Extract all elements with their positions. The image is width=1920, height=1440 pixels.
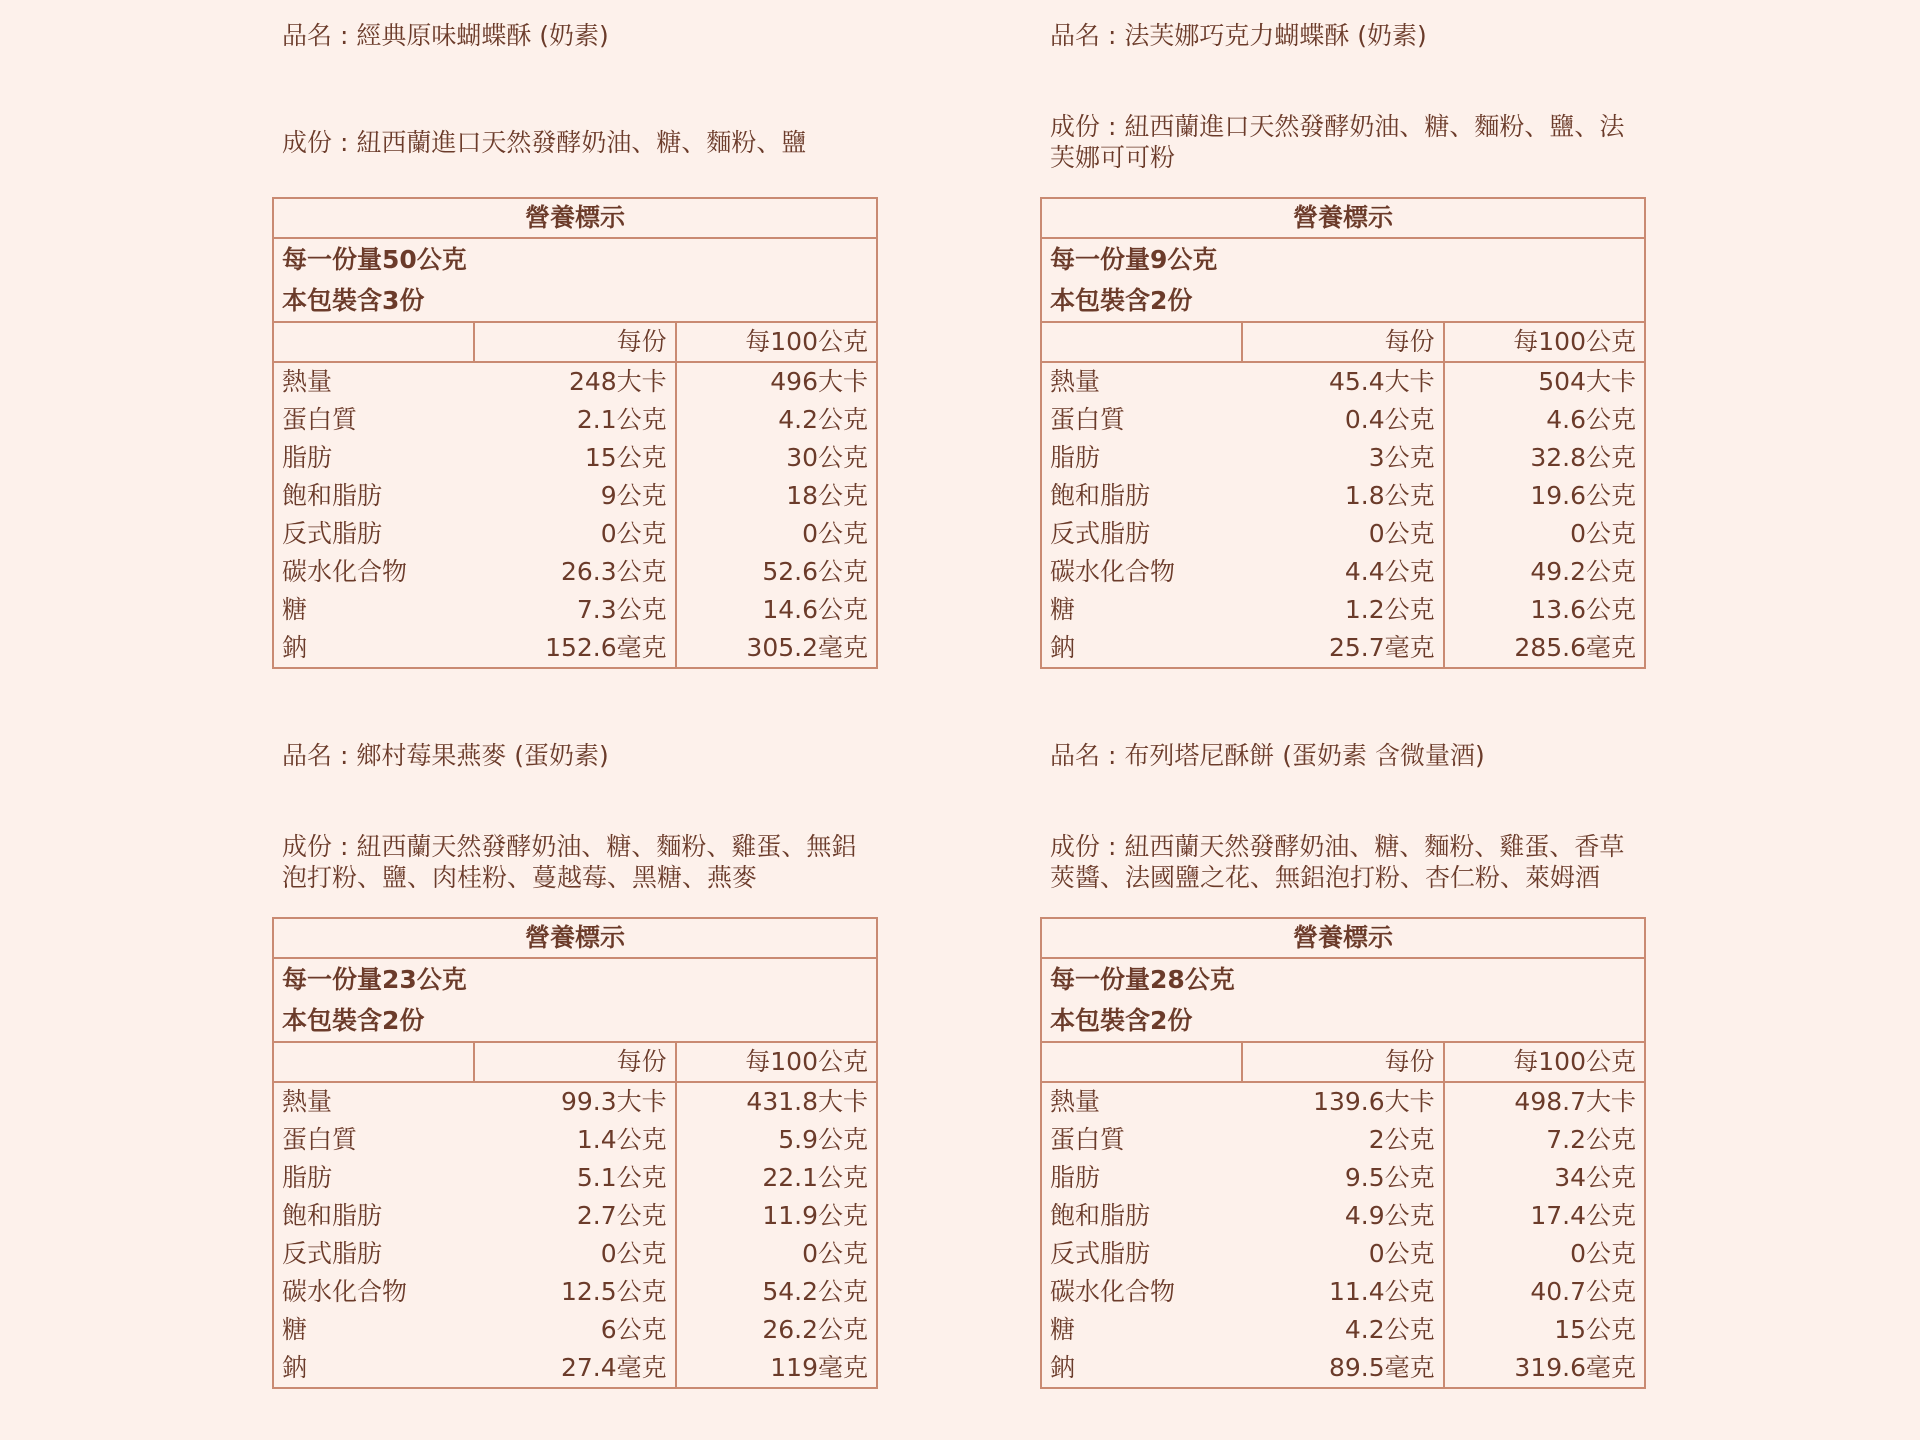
serving-info	[1041, 958, 1645, 1042]
column-header-per-serving: 每份	[474, 322, 675, 362]
per-100g-value: 4.2公克	[676, 401, 877, 439]
table-row	[1041, 401, 1645, 439]
nutrient-label: 脂肪	[273, 1159, 474, 1197]
nutrient-label: 脂肪	[273, 439, 474, 477]
table-row	[1041, 1197, 1645, 1235]
per-serving-value: 4.2公克	[1242, 1311, 1443, 1349]
per-serving-value: 99.3大卡	[474, 1082, 675, 1121]
per-serving-value: 27.4毫克	[474, 1349, 675, 1388]
per-100g-value: 32.8公克	[1444, 439, 1645, 477]
per-serving-value: 5.1公克	[474, 1159, 675, 1197]
per-serving-value: 1.4公克	[474, 1121, 675, 1159]
servings-per-package: 本包裝含3份	[282, 286, 425, 315]
product-name: 品名 : 鄉村莓果燕麥 (蛋奶素)	[282, 741, 609, 770]
table-row	[1041, 439, 1645, 477]
table-row	[273, 362, 877, 401]
per-100g-value: 26.2公克	[676, 1311, 877, 1349]
column-header-per-100g: 每100公克	[676, 322, 877, 362]
serving-info-row	[1041, 958, 1645, 1042]
table-row	[1041, 515, 1645, 553]
product-ingredients	[1050, 94, 1640, 190]
nutrition-title: 營養標示	[273, 198, 877, 238]
table-row	[273, 439, 877, 477]
table-row	[273, 1121, 877, 1159]
per-100g-value: 498.7大卡	[1444, 1082, 1645, 1121]
per-100g-value: 4.6公克	[1444, 401, 1645, 439]
table-row	[273, 1235, 877, 1273]
per-serving-value: 2.7公克	[474, 1197, 675, 1235]
table-row	[273, 515, 877, 553]
per-100g-value: 0公克	[676, 515, 877, 553]
per-100g-value: 0公克	[1444, 515, 1645, 553]
table-row	[273, 1273, 877, 1311]
per-100g-value: 18公克	[676, 477, 877, 515]
ingredients-text: 成份 : 紐西蘭進口天然發酵奶油、糖、麵粉、鹽	[282, 127, 807, 157]
column-header-row	[273, 322, 877, 362]
table-row	[1041, 553, 1645, 591]
per-100g-value: 13.6公克	[1444, 591, 1645, 629]
table-row	[273, 629, 877, 668]
per-serving-value: 25.7毫克	[1242, 629, 1443, 668]
serving-info	[273, 238, 877, 322]
per-serving-value: 0公克	[474, 1235, 675, 1273]
per-serving-value: 1.2公克	[1242, 591, 1443, 629]
per-100g-value: 22.1公克	[676, 1159, 877, 1197]
product-ingredients	[282, 814, 872, 910]
serving-info-row	[273, 958, 877, 1042]
nutrient-label: 糖	[273, 591, 474, 629]
table-row	[1041, 629, 1645, 668]
table-row	[1041, 1349, 1645, 1388]
per-serving-value: 9.5公克	[1242, 1159, 1443, 1197]
ingredients-text: 成份 : 紐西蘭天然發酵奶油、糖、麵粉、雞蛋、無鋁泡打粉、鹽、肉桂粉、蔓越莓、黑糖、燕麥	[282, 832, 857, 892]
per-100g-value: 0公克	[676, 1235, 877, 1273]
nutrient-label: 蛋白質	[1041, 1121, 1242, 1159]
nutrient-label: 飽和脂肪	[1041, 1197, 1242, 1235]
per-serving-value: 12.5公克	[474, 1273, 675, 1311]
per-serving-value: 4.9公克	[1242, 1197, 1443, 1235]
per-serving-value: 15公克	[474, 439, 675, 477]
per-100g-value: 49.2公克	[1444, 553, 1645, 591]
per-100g-value: 11.9公克	[676, 1197, 877, 1235]
product-ingredients	[282, 94, 872, 190]
per-100g-value: 7.2公克	[1444, 1121, 1645, 1159]
nutrient-label: 糖	[1041, 1311, 1242, 1349]
per-serving-value: 0.4公克	[1242, 401, 1443, 439]
per-100g-value: 15公克	[1444, 1311, 1645, 1349]
table-row	[273, 1197, 877, 1235]
servings-per-package: 本包裝含2份	[1050, 1006, 1193, 1035]
nutrient-label: 鈉	[273, 1349, 474, 1388]
nutrition-title: 營養標示	[273, 918, 877, 958]
nutrition-title-row	[273, 198, 877, 238]
nutrient-label: 熱量	[273, 362, 474, 401]
nutrient-label: 熱量	[273, 1082, 474, 1121]
table-row	[273, 553, 877, 591]
product-ingredients	[1050, 814, 1640, 910]
per-100g-value: 14.6公克	[676, 591, 877, 629]
table-row	[273, 477, 877, 515]
nutrient-label: 碳水化合物	[273, 553, 474, 591]
per-100g-value: 504大卡	[1444, 362, 1645, 401]
nutrient-label: 反式脂肪	[1041, 515, 1242, 553]
table-row	[1041, 1121, 1645, 1159]
table-row	[1041, 1159, 1645, 1197]
column-header-blank	[273, 322, 474, 362]
per-100g-value: 285.6毫克	[1444, 629, 1645, 668]
per-serving-value: 4.4公克	[1242, 553, 1443, 591]
nutrient-label: 飽和脂肪	[273, 1197, 474, 1235]
nutrient-label: 蛋白質	[1041, 401, 1242, 439]
servings-per-package: 本包裝含2份	[1050, 286, 1193, 315]
per-serving-value: 7.3公克	[474, 591, 675, 629]
nutrient-label: 碳水化合物	[1041, 1273, 1242, 1311]
nutrition-title: 營養標示	[1041, 918, 1645, 958]
nutrient-label: 反式脂肪	[273, 1235, 474, 1273]
nutrient-label: 蛋白質	[273, 1121, 474, 1159]
per-serving-value: 1.8公克	[1242, 477, 1443, 515]
nutrition-title-row	[273, 918, 877, 958]
nutrition-table	[272, 197, 878, 669]
column-header-row	[1041, 322, 1645, 362]
nutrition-table	[1040, 917, 1646, 1389]
nutrient-label: 鈉	[1041, 1349, 1242, 1388]
nutrition-title-row	[1041, 918, 1645, 958]
per-100g-value: 431.8大卡	[676, 1082, 877, 1121]
nutrient-label: 熱量	[1041, 362, 1242, 401]
per-100g-value: 496大卡	[676, 362, 877, 401]
per-100g-value: 19.6公克	[1444, 477, 1645, 515]
ingredients-text: 成份 : 紐西蘭天然發酵奶油、糖、麵粉、雞蛋、香草莢醬、法國鹽之花、無鋁泡打粉、杏仁粉、萊姆酒	[1050, 832, 1625, 892]
per-serving-value: 9公克	[474, 477, 675, 515]
per-serving-value: 0公克	[1242, 1235, 1443, 1273]
per-100g-value: 17.4公克	[1444, 1197, 1645, 1235]
nutrition-table	[272, 917, 878, 1389]
table-row	[1041, 1311, 1645, 1349]
column-header-per-100g: 每100公克	[1444, 1042, 1645, 1082]
nutrient-label: 碳水化合物	[1041, 553, 1242, 591]
column-header-per-serving: 每份	[1242, 1042, 1443, 1082]
nutrient-label: 飽和脂肪	[273, 477, 474, 515]
nutrient-label: 鈉	[273, 629, 474, 668]
column-header-per-100g: 每100公克	[1444, 322, 1645, 362]
table-row	[273, 401, 877, 439]
per-100g-value: 54.2公克	[676, 1273, 877, 1311]
serving-size: 每一份量28公克	[1050, 965, 1235, 994]
table-row	[273, 1082, 877, 1121]
per-serving-value: 6公克	[474, 1311, 675, 1349]
per-serving-value: 45.4大卡	[1242, 362, 1443, 401]
column-header-blank	[1041, 322, 1242, 362]
nutrient-label: 碳水化合物	[273, 1273, 474, 1311]
per-100g-value: 30公克	[676, 439, 877, 477]
ingredients-text: 成份 : 紐西蘭進口天然發酵奶油、糖、麵粉、鹽、法芙娜可可粉	[1050, 112, 1625, 172]
nutrient-label: 飽和脂肪	[1041, 477, 1242, 515]
per-serving-value: 89.5毫克	[1242, 1349, 1443, 1388]
per-100g-value: 40.7公克	[1444, 1273, 1645, 1311]
serving-info-row	[1041, 238, 1645, 322]
product-name: 品名 : 布列塔尼酥餅 (蛋奶素 含微量酒)	[1050, 741, 1485, 770]
table-row	[1041, 591, 1645, 629]
nutrition-table	[1040, 197, 1646, 669]
column-header-row	[1041, 1042, 1645, 1082]
nutrition-title: 營養標示	[1041, 198, 1645, 238]
column-header-per-serving: 每份	[1242, 322, 1443, 362]
table-row	[1041, 1235, 1645, 1273]
per-serving-value: 248大卡	[474, 362, 675, 401]
nutrient-label: 反式脂肪	[1041, 1235, 1242, 1273]
per-serving-value: 2.1公克	[474, 401, 675, 439]
nutrient-label: 糖	[273, 1311, 474, 1349]
nutrient-label: 蛋白質	[273, 401, 474, 439]
serving-info	[273, 958, 877, 1042]
nutrition-title-row	[1041, 198, 1645, 238]
per-serving-value: 0公克	[474, 515, 675, 553]
product-name: 品名 : 經典原味蝴蝶酥 (奶素)	[282, 21, 609, 50]
table-row	[273, 1349, 877, 1388]
nutrient-label: 鈉	[1041, 629, 1242, 668]
table-row	[1041, 1273, 1645, 1311]
nutrient-label: 糖	[1041, 591, 1242, 629]
column-header-per-100g: 每100公克	[676, 1042, 877, 1082]
per-100g-value: 0公克	[1444, 1235, 1645, 1273]
nutrient-label: 脂肪	[1041, 1159, 1242, 1197]
table-row	[273, 1159, 877, 1197]
per-serving-value: 26.3公克	[474, 553, 675, 591]
column-header-row	[273, 1042, 877, 1082]
serving-info-row	[273, 238, 877, 322]
nutrient-label: 熱量	[1041, 1082, 1242, 1121]
table-row	[273, 1311, 877, 1349]
serving-size: 每一份量50公克	[282, 245, 467, 274]
per-100g-value: 319.6毫克	[1444, 1349, 1645, 1388]
nutrient-label: 脂肪	[1041, 439, 1242, 477]
per-100g-value: 52.6公克	[676, 553, 877, 591]
table-row	[273, 591, 877, 629]
per-100g-value: 34公克	[1444, 1159, 1645, 1197]
per-100g-value: 119毫克	[676, 1349, 877, 1388]
servings-per-package: 本包裝含2份	[282, 1006, 425, 1035]
per-100g-value: 5.9公克	[676, 1121, 877, 1159]
per-serving-value: 0公克	[1242, 515, 1443, 553]
product-name: 品名 : 法芙娜巧克力蝴蝶酥 (奶素)	[1050, 21, 1427, 50]
serving-size: 每一份量23公克	[282, 965, 467, 994]
column-header-blank	[273, 1042, 474, 1082]
per-serving-value: 152.6毫克	[474, 629, 675, 668]
table-row	[1041, 477, 1645, 515]
table-row	[1041, 362, 1645, 401]
serving-info	[1041, 238, 1645, 322]
per-serving-value: 3公克	[1242, 439, 1443, 477]
per-serving-value: 2公克	[1242, 1121, 1443, 1159]
per-serving-value: 139.6大卡	[1242, 1082, 1443, 1121]
column-header-blank	[1041, 1042, 1242, 1082]
serving-size: 每一份量9公克	[1050, 245, 1218, 274]
column-header-per-serving: 每份	[474, 1042, 675, 1082]
per-100g-value: 305.2毫克	[676, 629, 877, 668]
per-serving-value: 11.4公克	[1242, 1273, 1443, 1311]
table-row	[1041, 1082, 1645, 1121]
nutrient-label: 反式脂肪	[273, 515, 474, 553]
